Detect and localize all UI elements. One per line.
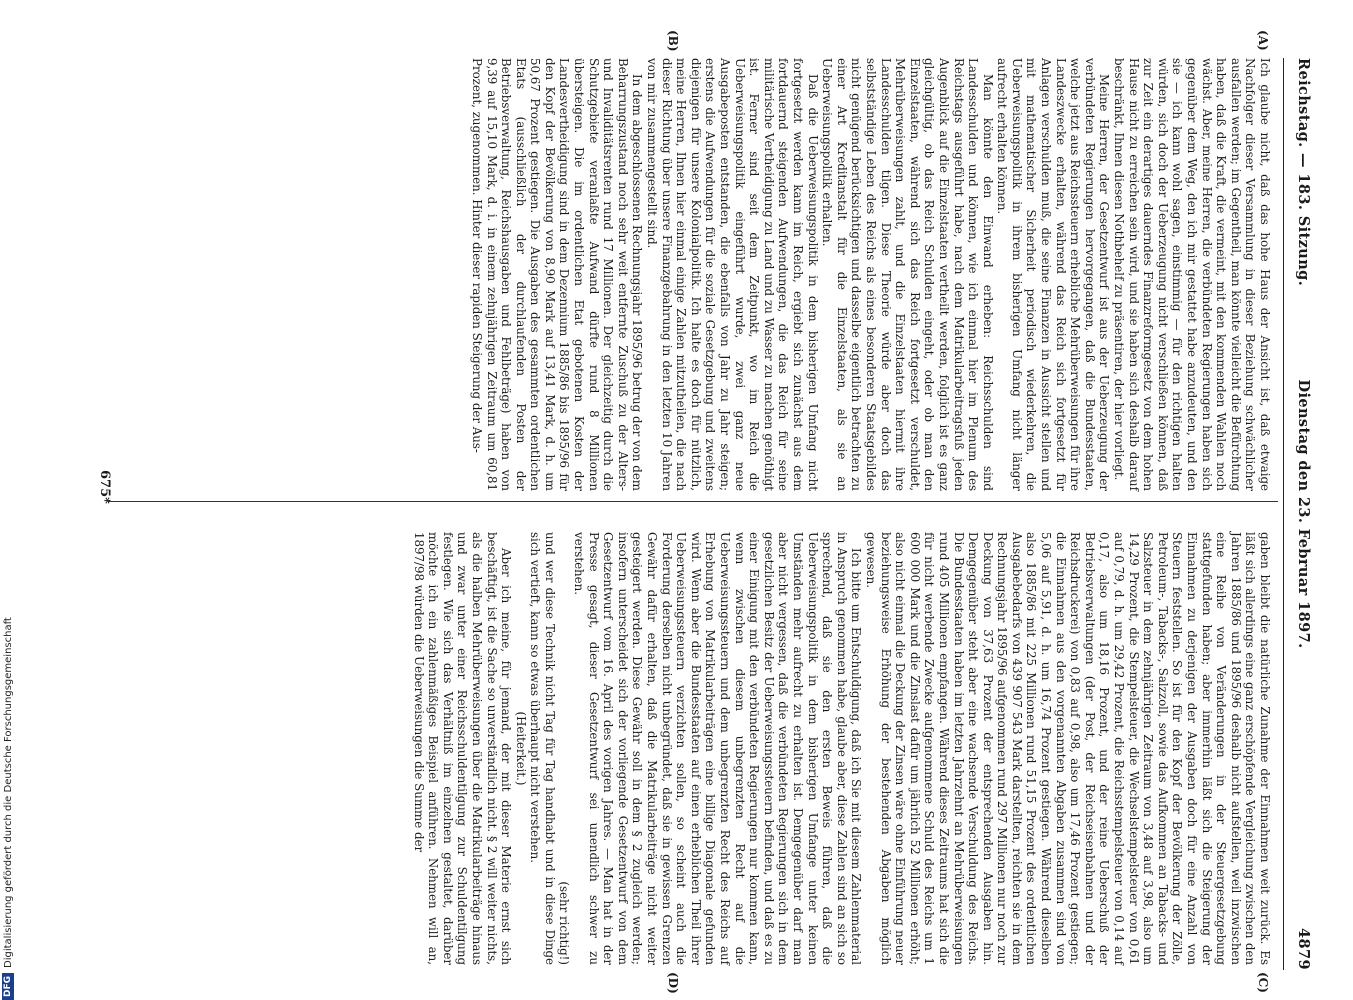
- margin-mark-a: (A): [1256, 30, 1270, 51]
- digitization-credit: [2, 60, 16, 1000]
- paragraph: Ich glaube nicht, daß das hohe Haus der Ansicht ist, daß etwaige Nachfolger dieser Versammlung in dieser Beziehung schwächlicher ausfallen werden; im Gegentheil, man könnte vielleicht die Befürchtung haben, daß die Kraft, die vermeint, mit den kommenden Wahlen noch wächst. Aber, meine Herren, die verbündeten Regierungen haben sich gegenüber dem Weg, den ich mir gestattet habe anzudeuten, und den sie — ich kann wohl sagen, einstimmig — für den richtigen halten würden, sich doch der Ueberzeugung nicht verschließen können, daß zur Zeit ein derartiges dauerndes Finanzreformgesetz von dem hohen Hause nicht zu erreichen sein wird, und sie haben sich deshalb darauf beschränkt, Ihnen diesen Nothbehelf zu präsentiren, der hier vorliegt.: [1112, 58, 1272, 491]
- header-page-number: 4879: [1295, 928, 1312, 970]
- interjection: (sehr richtig!): [557, 881, 572, 965]
- paragraph: Meine Herren, der Gesetzentwurf ist aus der Ueberzeugung der verbündeten Regierungen hervorgegangen, daß die Bundesstaaten, welche jetzt aus Reichssteuern erhebliche Mehrüberweisungen für ihre Landeszwecke erhalten, während das Reich sich fortgesetzt für Anlagen verschulden muß, die seine Finanzen in Aussicht stellen und mit mathematischer Sicherheit periodisch wiederkehren, die Ueberweisungspolitik in ihrem bisherigen Umfang nicht länger aufrecht erhalten können.: [995, 58, 1112, 491]
- column-divider: [108, 501, 1278, 502]
- dfg-logo: DFG: [2, 973, 14, 1000]
- sidebar: [0, 0, 18, 1000]
- credit-text: Digitalisierung gefördert durch die Deutsche Forschungsgemeinschaft: [3, 617, 14, 968]
- paragraph: gaben bleibt die natürliche Zunahme der Einnahmen weit zurück. Es läßt sich allerdings eine ganz erschöpfende Vergleichung zwischen den Jahren 1885/86 und 1895/96 deshalb nicht aufstellen, weil inzwischen eine Reihe von Veränderungen in der Steuergesetzgebung stattgefunden haben; aber immerhin läßt sich die Steigerung der Einnahmen zu derjenigen der Ausgaben doch für eine Anzahl von Steuern feststellen. So ist für den Kopf der Bevölkerung der Zölle, Petroleum-, Tabacks-, Salzzoll, sowie das Aufkommen an Tabacks- und Salzsteuer in dem zehnjährigen Zeitraum von 3,48 auf 3,98, also um 14,29 Prozent, die Stempelsteuer, die Wechselstempelsteuer von 0,61 auf 0,79, d. h. um 29,42 Prozent, die Reichsstempelsteuer von 0,14 auf 0,17, also um 18,16 Prozent, und der reine Ueberschuß der Betriebsverwaltungen (der Post, der Reichseisenbahnen und der Reichsdruckerei) von 0,83 auf 0,98, also um 17,46 Prozent gestiegen; die Einnahmen aus den vorgenannten Abgaben zusammen sind von 5,06 auf 5,91, d. h. um 16,74 Prozent gestiegen. Während dieselben also 1885/86 mit 225 Millionen rund 51,15 Prozent des ordentlichen Ausgabebedarfs von 439 907 543 Mark darstellten, reichten sie in dem Rechnungsjahr 1895/96 aufgenommen rund 297 Millionen nur noch zur Deckung von 37,63 Prozent der entsprechenden Ausgaben hin. Demgegenüber steht aber eine wachsende Verschuldung des Reichs. Die Bundesstaaten haben im letzten Jahrzehnt an Mehrüberweisungen rund 405 Millionen empfangen. Während dieses Zeitraums hat sich die für nicht werbende Zwecke aufgenommene Schuld des Reichs um 1 600 000 Mark und die Zinslast dafür um jährlich 52 Millionen erhöht; also nicht einmal die Deckung der Zinsen wäre ohne Einführung neuer beziehungsweise Erhöhung der bestehenden Abgaben möglich gewesen.: [863, 532, 1272, 965]
- margin-mark-d: (D): [666, 972, 680, 994]
- header-left: Reichstag. — 183. Sitzung.: [1295, 58, 1312, 287]
- margin-mark-b: (B): [666, 30, 680, 52]
- paragraph: und wer diese Technik nicht Tag für Tag handhabt und in diese Dinge sich vertieft, kann so etwas überhaupt nicht verstehen.: [528, 532, 557, 965]
- paragraph: Aber ich meine, für jemand, der mit dieser Materie ernst sich beschäftigt, ist die Sache so unverständlich nicht. § 2 will weiter nichts, als die halben Mehrüberweisungen über die Matrikularbeiträge hinaus und zwar unter einer Reichsschuldentilgung zur Schuldentilgung festlegen. Wie sich das Verhältniß im einzelnen gestaltet, darüber möchte ich ein zahlenmäßiges Beispiel anführen. Nehmen will an, 1897/98 würden die Ueberweisungen die Summe der: [411, 532, 514, 965]
- paragraph: Man könnte den Einwand erheben: Reichsschulden sind Landesschulden und können, wie ich einmal hier im Plenum des Reichstags ausgeführt habe, nach dem Matrikularbeitragsfuß jeden Augenblick auf die Einzelstaaten vertheilt werden, folglich ist es ganz gleichgültig, ob das Reich Schulden eingeht, oder ob man den Einzelstaaten, während sich das Reich fortgesetzt verschuldet, Mehrüberweisungen zahlt, und die Einzelstaaten hiermit ihre Landesschulden tilgen. Diese Theorie würde aber doch das selbstständige Leben des Reichs als eines besonderen Staatsgebildes nicht genügend berücksichtigen und dasselbe eigentlich betrachten zu einer Art Kreditanstalt für die Einzelstaaten, als sie an Ueberweisungspolitik erhalten.: [820, 58, 995, 491]
- left-column: [469, 58, 1272, 491]
- interjection: (Heiterkeit.): [513, 711, 528, 786]
- right-column: [411, 532, 1272, 965]
- paragraph: Ich bitte um Entschuldigung, daß ich Sie mit diesem Zahlenmaterial in Anspruch genommen habe, glaube aber, diese Zahlen sind an sich so sprechend, daß sie den ersten Beweis führen, daß die Ueberweisungspolitik in dem bisherigen Umfange unter keinen Umständen mehr aufrecht zu erhalten ist. Demgegenüber darf man aber nicht vergessen, daß die verbündeten Regierungen sich in dem gesetzlichen Besitz der Ueberweisungssteuern befinden, und daß es zu einer Einigung mit den verbündeten Regierungen nur kommen kann, wenn zwischen diesem unbegrenzten Recht auf die Ueberweisungssteuern und dem unbegrenzten Recht des Reichs auf Erhebung von Matrikularbeiträgen eine billige Diagonale gefunden wird. Wenn aber die Bundesstaaten auf einen erheblichen Theil ihrer Ueberweisungssteuern verzichten sollen, so scheint auch die Forderung derselben nicht unbegründet, daß sie in gewissen Grenzen Gewähr dafür erhalten, daß die Matrikularbeiträge nicht weiter gesteigert werden. Diese Gewähr soll in dem § 2 zugleich werden; insofern unterscheidet sich der vorliegende Gesetzentwurf von dem Gesetzentwurf vom 16. April des vorigen Jahres. — Man hat in der Presse gesagt, dieser Gesetzentwurf sei unendlich schwer zu verstehen.: [572, 532, 864, 965]
- paragraph: Daß die Ueberweisungspolitik in dem bisherigen Umfang nicht fortgesetzt werden kann im Reich, ergiebt sich zunächst aus dem fortdauernd steigenden Aufwendungen, die das Reich für seine militärische Vertheidigung zu Land und zu Wasser zu machen genöthigt ist. Ferner sind seit dem Zeitpunkt, wo im Reich die Ueberweisungspolitik eingeführt wurde, zwei ganz neue Ausgabeposten entstanden, die ebenfalls von Jahr zu Jahr steigen; erstens die Aufwendungen für die soziale Gesetzgebung und zweitens diejenigen für unsere Kolonialpolitik. Ich halte es doch für nützlich, meine Herren, Ihnen hier einmal einige Zahlen mitzutheilen, die nach dieser Richtung über unsere Finanzgebahrung in den letzten 10 Jahren von mir zusammengestellt sind.: [645, 58, 820, 491]
- margin-mark-c: (C): [1256, 972, 1270, 993]
- page-header: [1290, 58, 1312, 970]
- paragraph: In dem abgeschlossenen Rechnungsjahr 1895/96 betrug der von dem Beharrungszustand noch sehr weit entfernte Zuschuß zu der Alters- und Invaliditätsrenten rund 17 Millionen. Der gleichzeitig durch die Schutzgebiete veranlaßte Aufwand dürfte rund 8 Millionen übersteigen. Die im ordentlichen Etat gebotenen Kosten der Landesvertheidigung sind in dem Dezennium 1885/86 bis 1895/96 für den Kopf der Bevölkerung von 8,90 Mark auf 13,41 Mark, d. h. um 50,67 Prozent gestiegen. Die Ausgaben des gesammten ordentlichen Etats (ausschließlich der durchlaufenden Posten der Betriebsverwaltung, Reichshausgaben und Fehlbeträge) haben von 9,39 auf 15,10 Mark, d. i. in einem zehnjährigen Zeitraum um 60,81 Prozent, zugenommen. Hinter dieser rapiden Steigerung der Aus-: [469, 58, 645, 491]
- page-footer: 675*: [97, 470, 112, 504]
- header-rule: [1283, 58, 1284, 970]
- header-date: Dienstag den 23. Februar 1897.: [1295, 379, 1312, 649]
